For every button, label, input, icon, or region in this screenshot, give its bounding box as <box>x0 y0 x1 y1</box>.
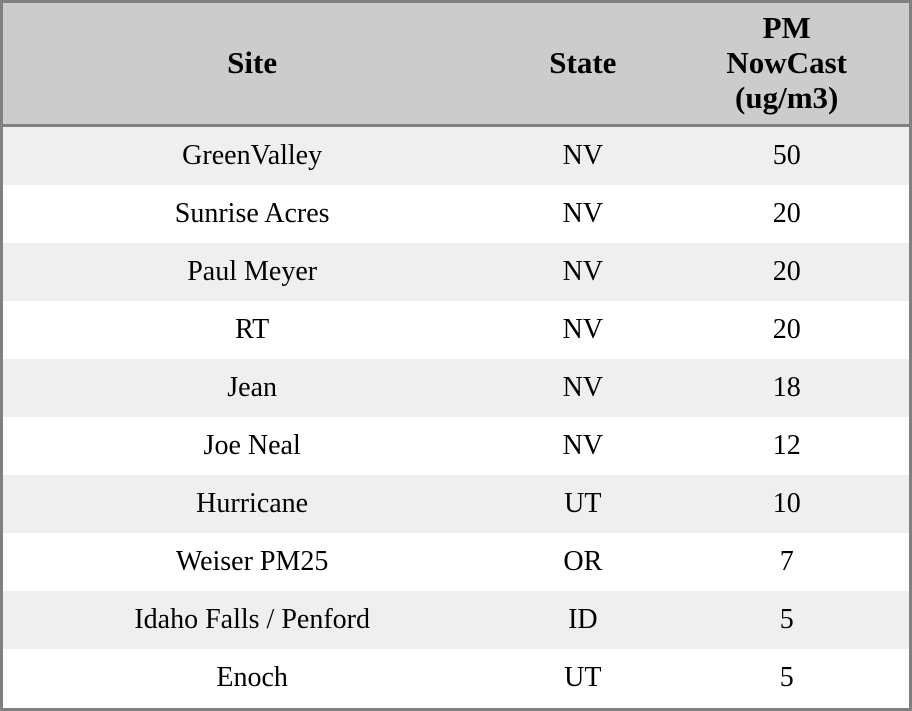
cell-state: NV <box>501 185 664 243</box>
cell-state: UT <box>501 649 664 707</box>
column-header-pm-line-1: PM <box>762 10 811 46</box>
table-row <box>3 417 909 475</box>
header-row <box>3 3 909 125</box>
cell-pm: 12 <box>664 417 909 475</box>
cell-site: Enoch <box>3 649 501 707</box>
cell-site: Sunrise Acres <box>3 185 501 243</box>
cell-site: Idaho Falls / Penford <box>3 591 501 649</box>
cell-pm: 50 <box>664 125 909 185</box>
cell-pm: 18 <box>664 359 909 417</box>
cell-pm: 7 <box>664 533 909 591</box>
cell-state: NV <box>501 243 664 301</box>
column-header-pm-line-3: (ug/m3) <box>735 79 839 115</box>
cell-pm: 20 <box>664 243 909 301</box>
table-row <box>3 185 909 243</box>
cell-state: NV <box>501 301 664 359</box>
table-row <box>3 359 909 417</box>
cell-site: Joe Neal <box>3 417 501 475</box>
cell-site: Paul Meyer <box>3 243 501 301</box>
table-body <box>3 125 909 707</box>
cell-site: Hurricane <box>3 475 501 533</box>
cell-pm: 20 <box>664 301 909 359</box>
cell-site: RT <box>3 301 501 359</box>
column-header-pm-line-2: NowCast <box>726 44 847 80</box>
cell-pm: 20 <box>664 185 909 243</box>
cell-state: ID <box>501 591 664 649</box>
cell-pm: 5 <box>664 649 909 707</box>
cell-pm: 10 <box>664 475 909 533</box>
column-header-site <box>3 3 501 125</box>
table-row <box>3 649 909 707</box>
column-header-site-label: Site <box>227 44 278 80</box>
column-header-pm-nowcast <box>664 3 909 125</box>
cell-state: NV <box>501 417 664 475</box>
table-row <box>3 591 909 649</box>
pm-nowcast-table <box>3 3 909 707</box>
column-header-state <box>501 3 664 125</box>
cell-state: OR <box>501 533 664 591</box>
cell-state: UT <box>501 475 664 533</box>
cell-site: Jean <box>3 359 501 417</box>
table-row <box>3 301 909 359</box>
cell-state: NV <box>501 359 664 417</box>
table-row <box>3 533 909 591</box>
cell-site: GreenValley <box>3 125 501 185</box>
cell-pm: 5 <box>664 591 909 649</box>
table-header <box>3 3 909 125</box>
table-row <box>3 475 909 533</box>
cell-state: NV <box>501 125 664 185</box>
table-row <box>3 243 909 301</box>
table-row <box>3 125 909 185</box>
cell-site: Weiser PM25 <box>3 533 501 591</box>
column-header-state-label: State <box>549 44 617 80</box>
